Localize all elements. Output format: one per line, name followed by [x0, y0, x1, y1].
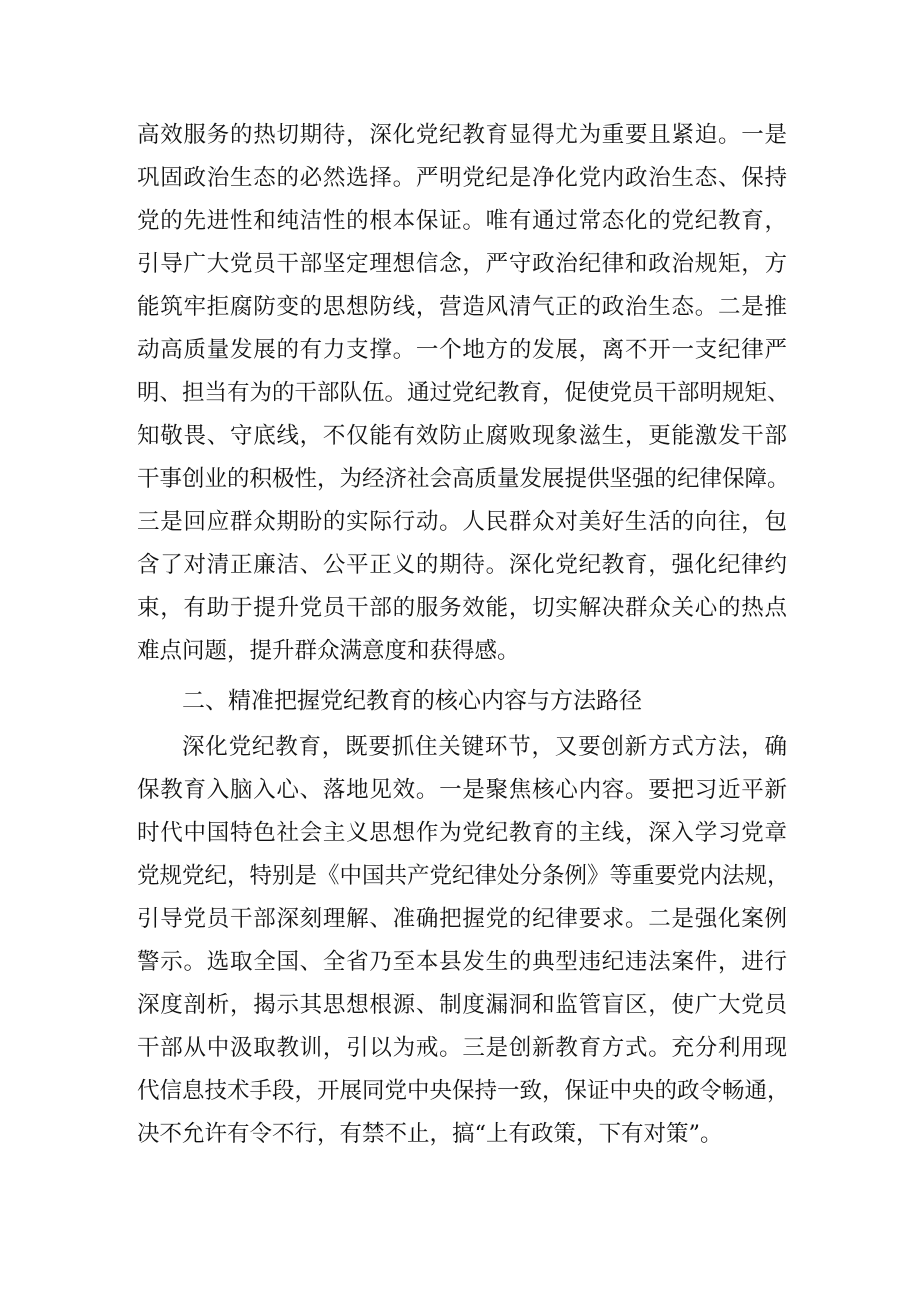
paragraph-line: 代信息技术手段，开展同党中央保持一致，保证中央的政令畅通，: [137, 1078, 790, 1104]
paragraph-line: 深度剖析，揭示其思想根源、制度漏洞和监管盲区，使广大党员: [137, 992, 787, 1018]
paragraph-line: 三是回应群众期盼的实际行动。人民群众对美好生活的向往，包: [137, 509, 787, 535]
paragraph-line: 知敬畏、守底线，不仅能有效防止腐败现象滋生，更能激发干部: [137, 423, 787, 449]
paragraph-line: 党的先进性和纯洁性的根本保证。唯有通过常态化的党纪教育，: [137, 208, 787, 234]
paragraph-line: 巩固政治生态的必然选择。严明党纪是净化党内政治生态、保持: [137, 165, 787, 191]
paragraph-line: 警示。选取全国、全省乃至本县发生的典型违纪违法案件，进行: [137, 949, 787, 975]
paragraph-line: 保教育入脑入心、落地见效。一是聚焦核心内容。要把习近平新: [137, 777, 787, 803]
paragraph-line: 含了对清正廉洁、公平正义的期待。深化党纪教育，强化纪律约: [137, 552, 787, 578]
paragraph-line: 引导广大党员干部坚定理想信念，严守政治纪律和政治规矩，方: [137, 251, 787, 277]
paragraph-line: 能筑牢拒腐防变的思想防线，营造风清气正的政治生态。二是推: [137, 294, 787, 320]
paragraph-line: 束，有助于提升党员干部的服务效能，切实解决群众关心的热点: [137, 595, 787, 621]
paragraph-line: 时代中国特色社会主义思想作为党纪教育的主线，深入学习党章: [137, 820, 787, 846]
paragraph-line: 引导党员干部深刻理解、准确把握党的纪律要求。二是强化案例: [137, 906, 787, 932]
section-heading: 二、精准把握党纪教育的核心内容与方法路径: [182, 688, 642, 714]
paragraph-line: 明、担当有为的干部队伍。通过党纪教育，促使党员干部明规矩、: [137, 380, 790, 406]
paragraph-line: 干事创业的积极性，为经济社会高质量发展提供坚强的纪律保障。: [137, 466, 790, 492]
paragraph-line: 干部从中汲取教训，引以为戒。三是创新教育方式。充分利用现: [137, 1035, 787, 1061]
paragraph-line: 高效服务的热切期待，深化党纪教育显得尤为重要且紧迫。一是: [137, 122, 787, 148]
paragraph-line: 难点问题，提升群众满意度和获得感。: [137, 638, 520, 664]
paragraph-line: 动高质量发展的有力支撑。一个地方的发展，离不开一支纪律严: [137, 337, 787, 363]
paragraph-line: 决不允许有令不行，有禁不止，搞“上有政策，下有对策”。: [137, 1121, 723, 1147]
paragraph-line: 党规党纪，特别是《中国共产党纪律处分条例》等重要党内法规，: [137, 863, 790, 889]
paragraph-line: 深化党纪教育，既要抓住关键环节，又要创新方式方法，确: [182, 734, 787, 760]
